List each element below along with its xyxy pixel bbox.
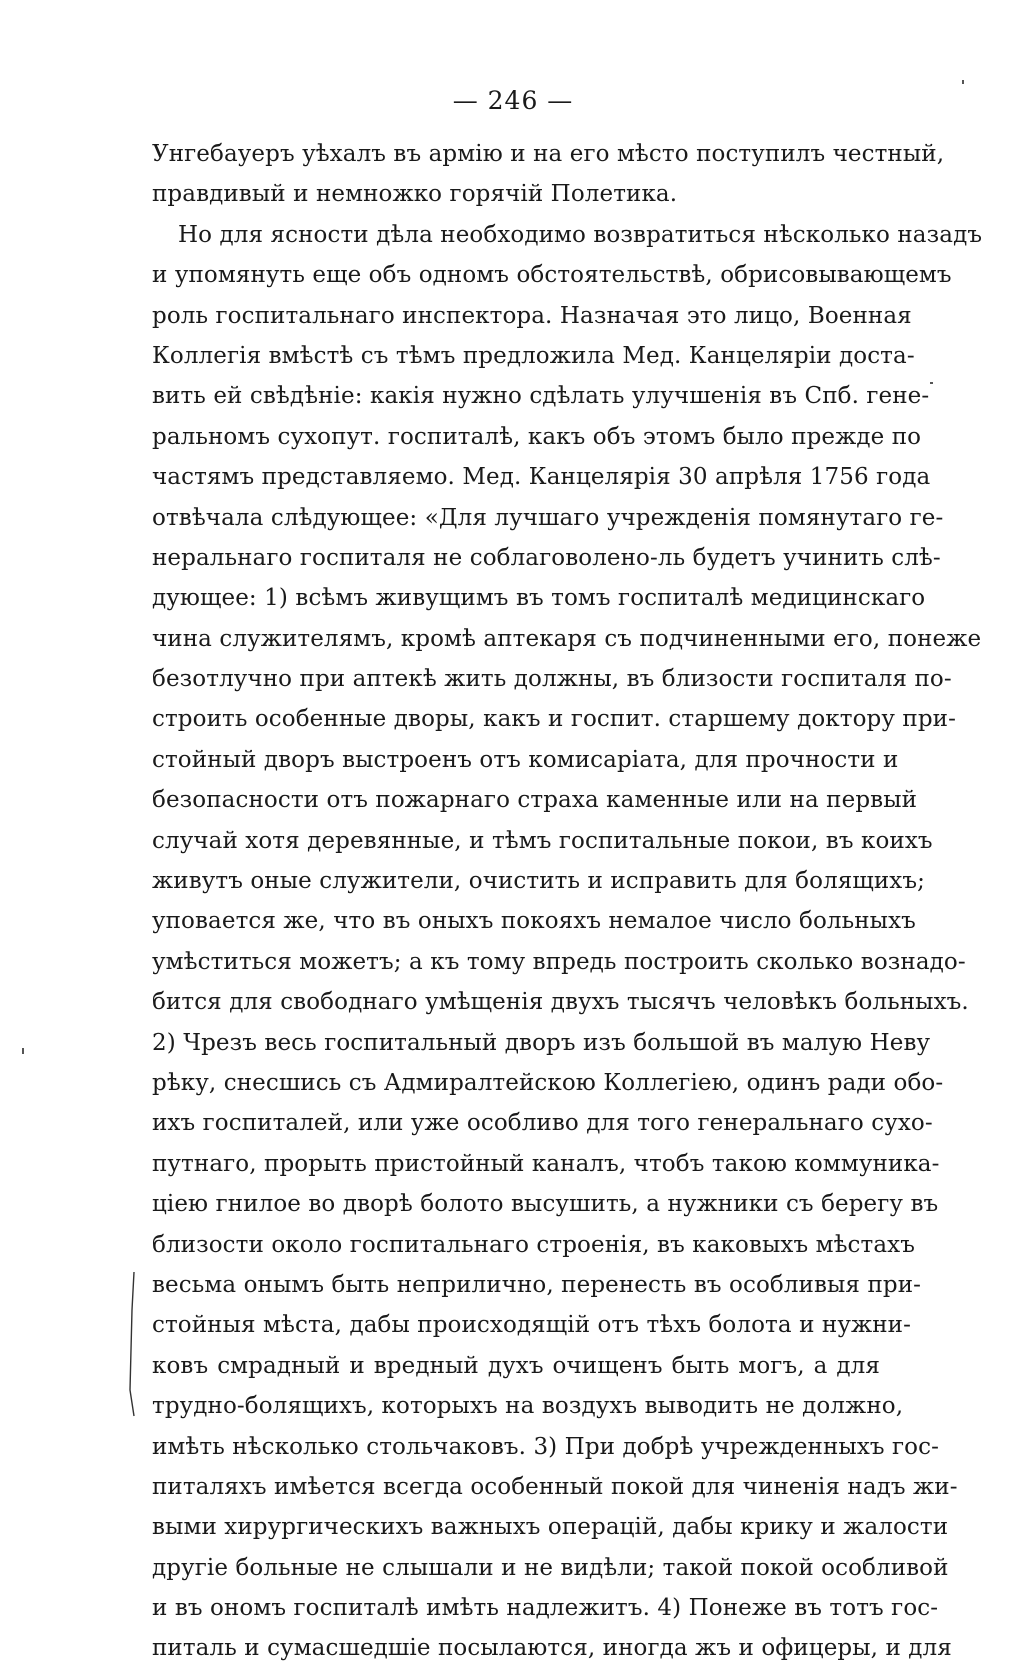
text-line: уповается же, что въ оныхъ покояхъ немалое число больныхъ [152, 908, 916, 935]
text-line: близости около госпитальнаго строенія, въ каковыхъ мѣстахъ [152, 1231, 915, 1258]
text-line: безотлучно при аптекѣ жить должны, въ близости госпиталя по- [152, 666, 952, 693]
text-line: чина служителямъ, кромѣ аптекаря съ подчиненными его, понеже [152, 625, 982, 652]
text-line: Коллегія вмѣстѣ съ тѣмъ предложила Мед. Канцеляріи доста- [152, 342, 915, 369]
text-line: трудно-болящихъ, которыхъ на воздухъ выводить не должно, [152, 1393, 904, 1420]
body-text [152, 134, 983, 1669]
text-line: ціею гнилое во дворѣ болото высушить, а нужники съ берегу въ [152, 1191, 939, 1218]
page-number: — 246 — [452, 86, 574, 115]
text-line: имѣть нѣсколько стольчаковъ. 3) При добрѣ учрежденныхъ гос- [152, 1433, 939, 1460]
text-line: бится для свободнаго умѣщенія двухъ тысячъ человѣкъ больныхъ. [152, 989, 969, 1016]
text-line: ихъ госпиталей, или уже особливо для того генеральнаго сухо- [152, 1110, 933, 1137]
text-line: и упомянуть еще объ одномъ обстоятельствѣ, обрисовывающемъ [152, 262, 952, 289]
text-line: ральномъ сухопут. госпиталѣ, какъ объ этомъ было прежде по [152, 423, 922, 450]
text-line: неральнаго госпиталя не соблаговолено-ль будетъ учинить слѣ- [152, 544, 941, 571]
text-line: стойныя мѣста, дабы происходящій отъ тѣхъ болота и нужни- [152, 1312, 911, 1339]
margin-pencil-mark [128, 1270, 138, 1420]
text-line: путнаго, прорыть пристойный каналъ, чтобъ такою коммуника- [152, 1150, 940, 1177]
text-line: частямъ представляемо. Мед. Канцелярія 30 апрѣля 1756 года [152, 464, 931, 491]
text-line: вить ей свѣдѣніе: какія нужно сдѣлать улучшенія въ Спб. гене- [152, 383, 930, 410]
text-line: питаль и сумасшедшіе посылаются, иногда жъ и офицеры, и для [152, 1635, 952, 1662]
text-line: питаляхъ имѣется всегда особенный покой для чиненія надъ жи- [152, 1473, 958, 1500]
margin-speck [962, 80, 964, 84]
text-line: случай хотя деревянные, и тѣмъ госпитальные покои, въ коихъ [152, 827, 933, 854]
text-line: Но для ясности дѣла необходимо возвратиться нѣсколько назадъ [178, 221, 983, 248]
text-line: 2) Чрезъ весь госпитальный дворъ изъ большой въ малую Неву [152, 1029, 931, 1056]
text-line: дующее: 1) всѣмъ живущимъ въ томъ госпиталѣ медицинскаго [152, 585, 926, 612]
text-line: умѣститься можетъ; а къ тому впредь построить сколько вознадо- [152, 948, 966, 975]
text-line: и въ ономъ госпиталѣ имѣть надлежитъ. 4) Понеже въ тотъ гос- [152, 1595, 939, 1622]
text-line: весьма онымъ быть неприлично, перенесть въ особливыя при- [152, 1271, 922, 1298]
text-line: роль госпитальнаго инспектора. Назначая это лицо, Военная [152, 302, 912, 329]
text-line: правдивый и немножко горячій Полетика. [152, 181, 678, 208]
text-line: рѣку, снесшись съ Адмиралтейскою Коллегіею, одинъ ради обо- [152, 1069, 944, 1096]
text-line: другіе больные не слышали и не видѣли; такой покой особливой [152, 1554, 949, 1581]
text-line: живутъ оные служители, очистить и исправить для болящихъ; [152, 868, 925, 895]
margin-speck [22, 1048, 24, 1054]
text-line: ковъ смрадный и вредный духъ очищенъ быть могъ, а для [152, 1352, 880, 1379]
text-line: безопасности отъ пожарнаго страха каменные или на первый [152, 787, 918, 814]
text-line: Унгебауеръ уѣхалъ въ армію и на его мѣсто поступилъ честный, [152, 141, 945, 167]
text-line: строить особенные дворы, какъ и госпит. старшему доктору при- [152, 706, 956, 733]
text-line: выми хирургическихъ важныхъ операцій, дабы крику и жалости [152, 1514, 949, 1541]
text-line: стойный дворъ выстроенъ отъ комисаріата, для прочности и [152, 746, 899, 773]
margin-speck [930, 382, 933, 384]
text-line: отвѣчала слѣдующее: «Для лучшаго учрежденія помянутаго ге- [152, 504, 944, 531]
